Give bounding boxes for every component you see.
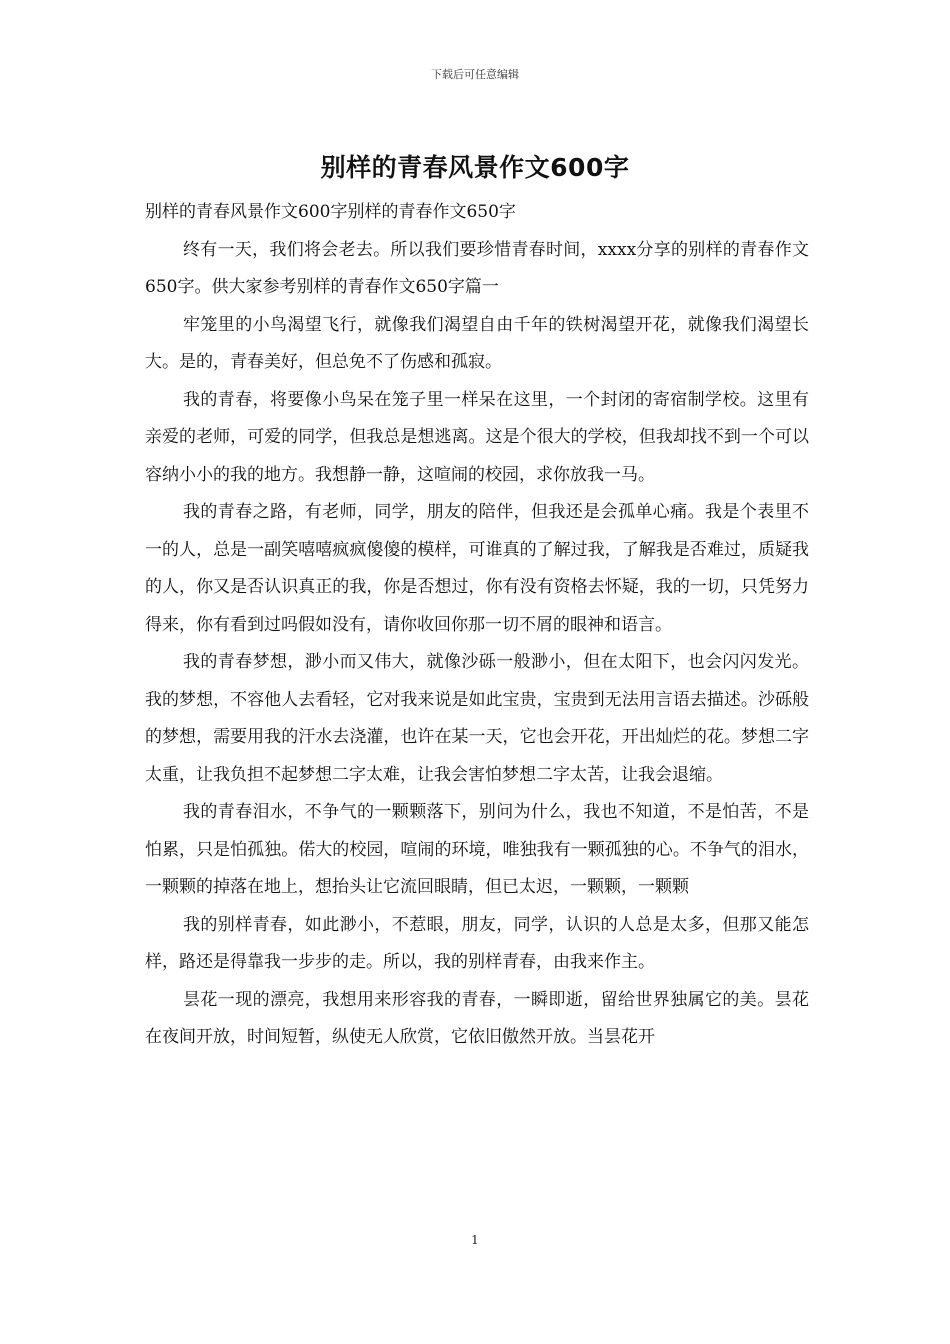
document-title: 别样的青春风景作文600字 [320, 153, 630, 182]
paragraph: 昙花一现的漂亮，我想用来形容我的青春，一瞬即逝，留给世界独属它的美。昙花在夜间开放，时间短暂，纵使无人欣赏，它依旧傲然开放。当昙花开 [145, 989, 809, 1047]
page-number: 1 [471, 1233, 479, 1247]
paragraph-subtitle: 别样的青春风景作文600字别样的青春作文650字 [145, 202, 516, 222]
paragraph: 我的青春，将要像小鸟呆在笼子里一样呆在这里，一个封闭的寄宿制学校。这里有亲爱的老师，可爱的同学，但我总是想逃离。这是个很大的学校，但我却找不到一个可以容纳小小的我的地方。我想静一静，这喧闹的校园，求你放我一马。 [145, 389, 809, 485]
document-body [145, 194, 809, 1057]
page-header: 下载后可任意编辑 [431, 68, 519, 81]
paragraph: 我的青春之路，有老师，同学，朋友的陪伴，但我还是会孤单心痛。我是个表里不一的人，总是一副笑嘻嘻疯疯傻傻的模样，可谁真的了解过我，了解我是否难过，质疑我的人，你又是否认识真正的我，你是否想过，你有没有资格去怀疑，我的一切，只凭努力得来，你有看到过吗假如没有，请你收回你那一切不屑的眼神和语言。 [145, 502, 809, 635]
paragraph: 牢笼里的小鸟渴望飞行，就像我们渴望自由千年的铁树渴望开花，就像我们渴望长大。是的，青春美好，但总免不了伤感和孤寂。 [145, 314, 809, 372]
paragraph: 我的青春梦想，渺小而又伟大，就像沙砾一般渺小，但在太阳下，也会闪闪发光。我的梦想，不容他人去看轻，它对我来说是如此宝贵，宝贵到无法用言语去描述。沙砾般的梦想，需要用我的汗水去浇灌，也许在某一天，它也会开花，开出灿烂的花。梦想二字太重，让我负担不起梦想二字太难，让我会害怕梦想二字太苦，让我会退缩。 [145, 652, 809, 785]
paragraph: 我的青春泪水，不争气的一颗颗落下，别问为什么，我也不知道，不是怕苦，不是怕累，只是怕孤独。偌大的校园，喧闹的环境，唯独我有一颗孤独的心。不争气的泪水，一颗颗的掉落在地上，想抬头让它流回眼睛，但已太迟，一颗颗，一颗颗 [145, 802, 809, 897]
paragraph: 终有一天，我们将会老去。所以我们要珍惜青春时间，xxxx分享的别样的青春作文650字。供大家参考别样的青春作文650字篇一 [145, 239, 809, 297]
paragraph: 我的别样青春，如此渺小，不惹眼，朋友，同学，认识的人总是太多，但那又能怎样，路还是得靠我一步步的走。所以，我的别样青春，由我来作主。 [145, 914, 809, 972]
